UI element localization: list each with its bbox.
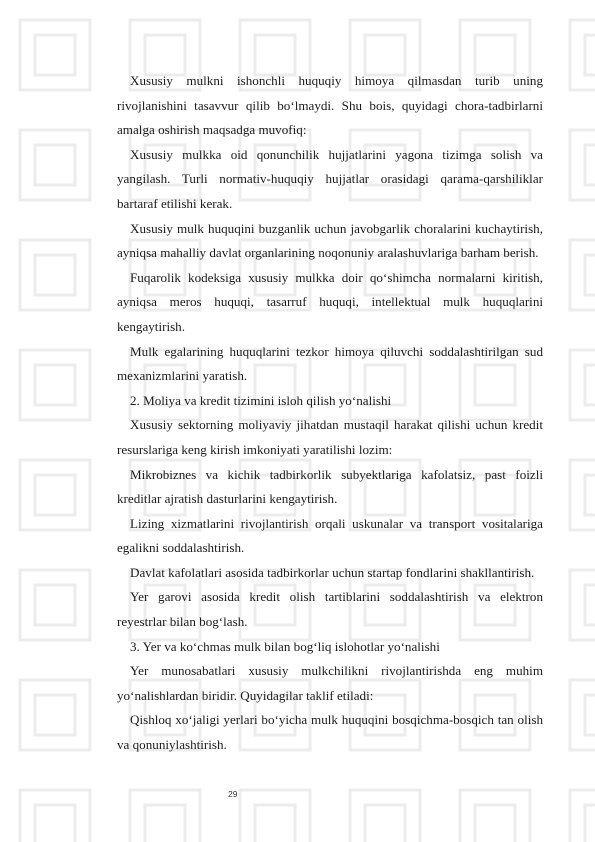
paragraph: Xususiy sektorning moliyaviy jihatdan mustaqil harakat qilishi uchun kredit resurslariga keng kirish imkoniyati yaratilishi lozim: <box>117 417 543 457</box>
page-number: 29 <box>228 789 238 799</box>
paragraph: Mulk egalarining huquqlarini tezkor himoya qiluvchi soddalashtirilgan sud mexanizmlarini yaratish. <box>117 343 543 384</box>
paragraph: Qishloq xo‘jaligi yerlari bo‘yicha mulk huquqini bosqichma-bosqich tan olish va qonuniylashtirish. <box>117 712 543 753</box>
paragraph: Lizing xizmatlarini rivojlantirish orqali uskunalar va transport vositalariga egalikni soddalashtirish. <box>117 515 543 556</box>
paragraph: Mikrobiznes va kichik tadbirkorlik subyektlariga kafolatsiz, past foizli kreditlar ajratish dasturlarini kengaytirish. <box>117 466 543 507</box>
paragraph: Xususiy mulkni ishonchli huquqiy himoya qilmasdan turib uning rivojlanishini tasavvur qilib bo‘lmaydi. Shu bois, quyidagi chora-tadbirlarni amalga oshirish maqsadga muvofiq: <box>117 73 543 138</box>
paragraph: Fuqarolik kodeksiga xususiy mulkka doir qo‘shimcha normalarni kiritish, ayniqsa meros huquqi, tasarruf huquqi, intellektual mulk huquqlarini kengaytirish. <box>117 269 543 334</box>
document-body <box>117 69 543 758</box>
paragraph: Xususiy mulk huquqini buzganlik uchun javobgarlik choralarini kuchaytirish, ayniqsa mahalliy davlat organlarining noqonuniy aralashuvlariga barham berish. <box>117 220 543 261</box>
paragraph: Davlat kafolatlari asosida tadbirkorlar uchun startap fondlarini shakllantirish. <box>130 564 535 580</box>
section-heading: 2. Moliya va kredit tizimini isloh qilish yo‘nalishi <box>130 392 392 408</box>
section-heading: 3. Yer va ko‘chmas mulk bilan bog‘liq islohotlar yo‘nalishi <box>130 638 440 654</box>
paragraph: Yer munosabatlari xususiy mulkchilikni rivojlantirishda eng muhim yo‘nalishlardan biridir. Quyidagilar taklif etiladi: <box>117 663 543 703</box>
paragraph: Yer garovi asosida kredit olish tartiblarini soddalashtirish va elektron reyestrlar bilan bog‘lash. <box>117 589 543 630</box>
paragraph: Xususiy mulkka oid qonunchilik hujjatlarini yagona tizimga solish va yangilash. Turli normativ-huquqiy hujjatlar orasidagi qarama-qarshiliklar bartaraf etilishi kerak. <box>117 146 543 211</box>
